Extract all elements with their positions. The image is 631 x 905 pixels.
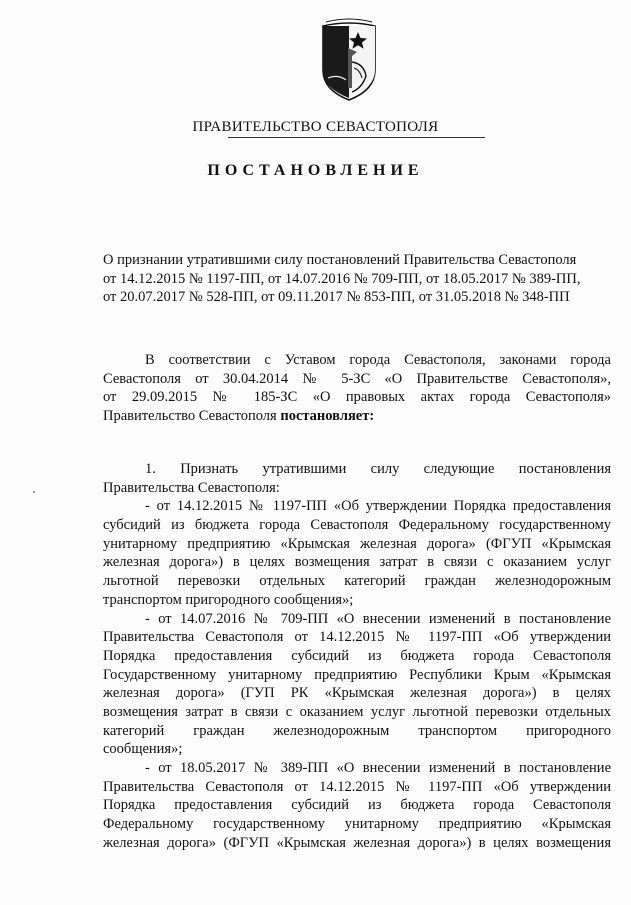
scan-speck [33, 491, 35, 493]
government-title: ПРАВИТЕЛЬСТВО СЕВАСТОПОЛЯ [192, 119, 439, 135]
body-line: Правительства Севастополя от 14.12.2015 № 1197-ПП «Об утверждении [103, 778, 611, 795]
preamble-line: от 29.09.2015 № 185-ЗС «О правовых актах города Севастополя» [103, 389, 611, 406]
body-paragraphs [103, 460, 611, 852]
subject-line: О признании утратившими силу постановлений Правительства Севастополя [103, 252, 577, 268]
body-line: Государственному унитарному предприятию Республики Крым «Крымская [103, 666, 611, 683]
body-line: - от 18.05.2017 № 389-ПП «О внесении изменений в постановление [145, 760, 611, 776]
body-line: железная дорога» (ГУП РК «Крымская железная дорога») в целях [103, 685, 611, 702]
body-line: Правительства Севастополя от 14.12.2015 № 1197-ПП «Об утверждении [103, 629, 611, 646]
body-line: транспортом пригородного сообщения»; [103, 591, 354, 608]
body-line: возмещения затрат в связи с оказанием услуг льготной перевозки отдельных [103, 703, 611, 720]
coat-of-arms-emblem [318, 18, 380, 104]
body-line: железная дорога») в целях возмещения затрат в связи с оказанием услуг [103, 554, 611, 571]
body-line: Правительства Севастополя: [103, 479, 280, 496]
subject-line: от 20.07.2017 № 528-ПП, от 09.11.2017 № 853-ПП, от 31.05.2018 № 348-ПП [103, 289, 570, 305]
preamble-last-line [103, 407, 611, 426]
body-line: льготной перевозки отдельных категорий граждан железнодорожным [103, 573, 611, 590]
body-line: Порядка предоставления субсидий из бюджета города Севастополя [103, 797, 611, 814]
body-line: железная дорога» (ФГУП «Крымская железная дорога») в целях возмещения [103, 834, 611, 851]
body-line: - от 14.12.2015 № 1197-ПП «Об утверждении Порядка предоставления [145, 498, 611, 515]
body-line: унитарному предприятию «Крымская железная дорога» (ФГУП «Крымская [103, 535, 611, 552]
body-line: сообщения»; [103, 741, 183, 758]
document-subject [103, 251, 615, 307]
body-line: категорий граждан железнодорожным транспортом пригородного [103, 722, 611, 739]
header-divider [228, 137, 485, 138]
preamble-line: Севастополя от 30.04.2014 № 5-ЗС «О Правительстве Севастополя», [103, 370, 611, 387]
preamble-line: В соответствии с Уставом города Севастополя, законами города [145, 352, 611, 368]
body-line: 1. Признать утратившими силу следующие постановления [145, 461, 611, 477]
body-line: субсидий из бюджета города Севастополя Федеральному государственному [103, 517, 611, 534]
document-type-title: ПОСТАНОВЛЕНИЕ [207, 162, 424, 179]
subject-line: от 14.12.2015 № 1197-ПП, от 14.07.2016 № 709-ПП, от 18.05.2017 № 389-ПП, [103, 270, 581, 287]
body-line: Порядка предоставления субсидий из бюджета города Севастополя [103, 647, 611, 664]
body-line: - от 14.07.2016 № 709-ПП «О внесении изменений в постановление [145, 610, 611, 627]
body-line: Федеральному государственному унитарному предприятию «Крымская [103, 816, 611, 833]
preamble-paragraph [103, 351, 611, 426]
preamble-verb: постановляет: [280, 408, 375, 425]
preamble-subject: Правительство Севастополя [103, 408, 277, 425]
